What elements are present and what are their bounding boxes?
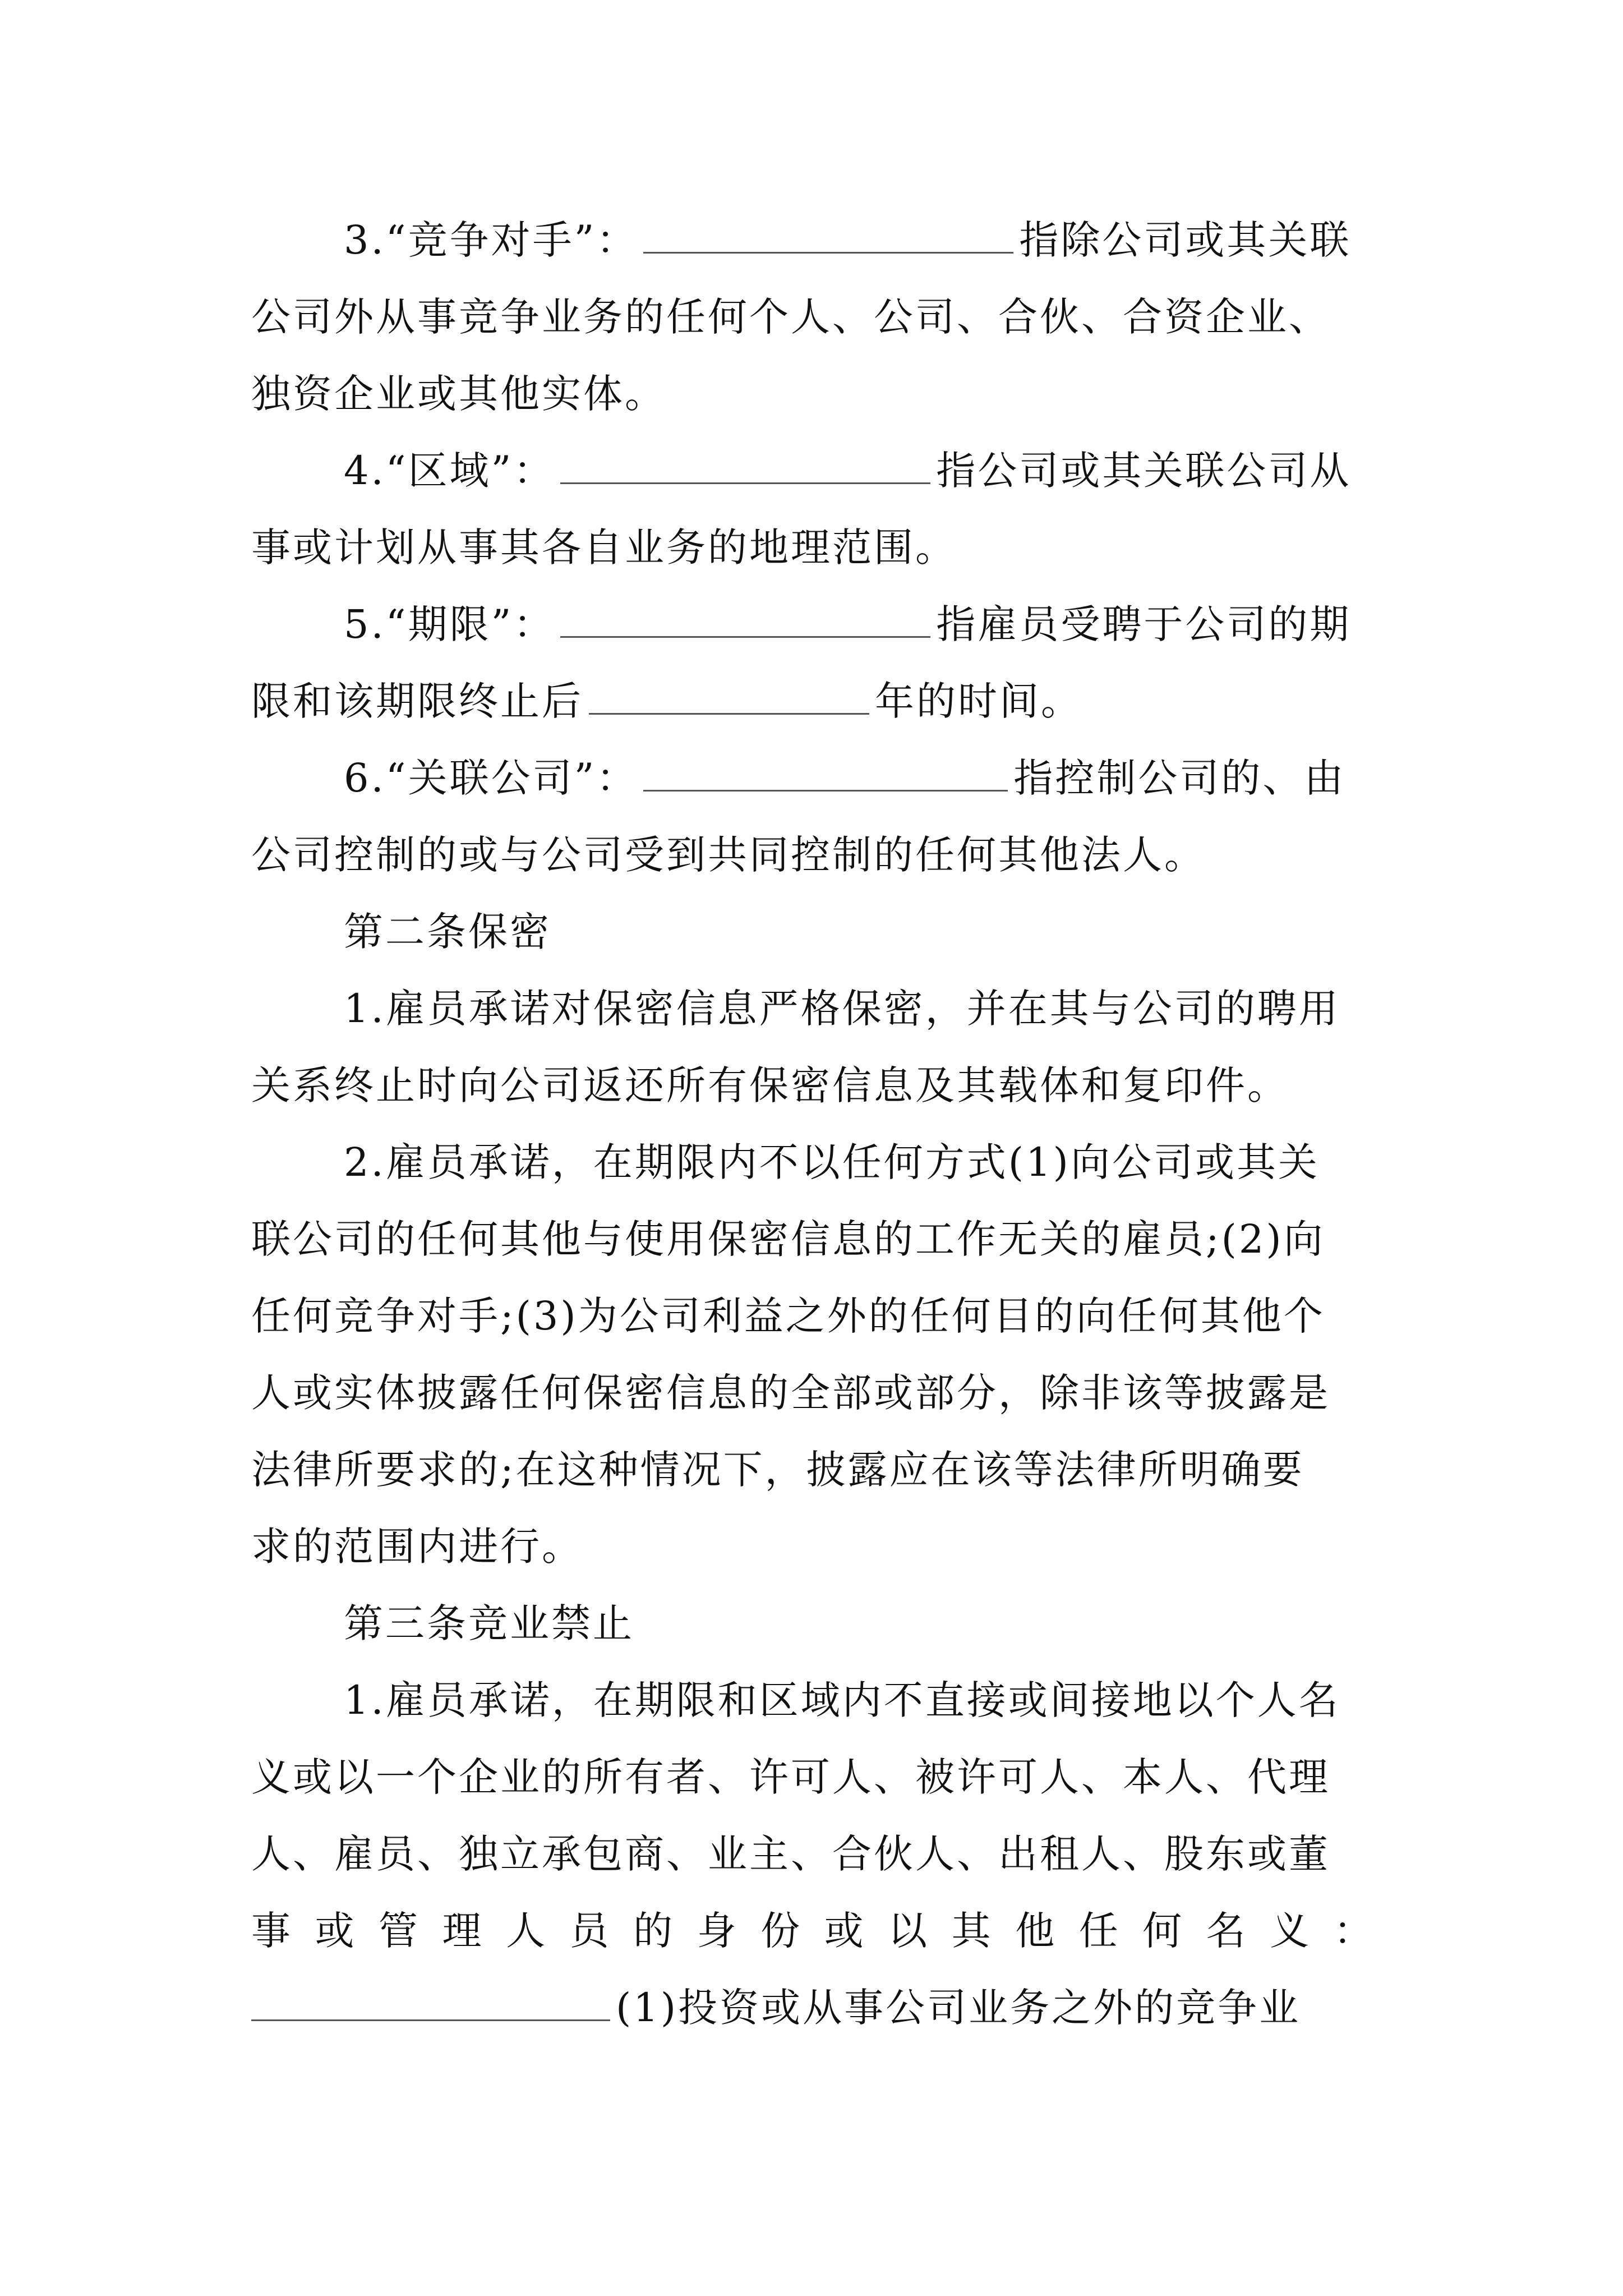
text: (1)投资或从事公司业务之外的竞争业 [616,1985,1301,2031]
word: 的 [633,1908,673,1954]
definition-affiliate [251,740,1373,817]
fill-in-blank[interactable] [560,448,930,484]
definition-competitor [251,202,1373,279]
paragraph-line: 法律所要求的;在这种情况下，披露应在该等法律所明确要 [251,1447,1304,1493]
justified-line [251,1893,1373,1970]
word: ： [1333,1908,1373,1954]
fill-in-blank[interactable] [643,755,1008,792]
word: 事 [251,1908,291,1954]
paragraph-line: 公司外从事竞争业务的任何个人、公司、合伙、合资企业、 [251,294,1330,340]
word: 身 [697,1908,736,1954]
paragraph-line: 独资企业或其他实体。 [251,371,666,417]
definition-term [251,586,1373,663]
fill-in-blank[interactable] [643,217,1013,254]
word: 人 [506,1908,546,1954]
article-heading: 第二条保密 [344,909,551,955]
paragraph-line: 1.雇员承诺，在期限和区域内不直接或间接地以个人名 [344,1677,1340,1723]
word: 任 [1078,1908,1118,1954]
paragraph-line: 任何竞争对手;(3)为公司利益之外的任何目的向任何其他个 [251,1293,1325,1339]
text: 6.“关联公司”： [344,755,638,801]
paragraph-line: 关系终止时向公司返还所有保密信息及其载体和复印件。 [251,1062,1289,1108]
paragraph-line: 求的范围内进行。 [251,1524,583,1570]
paragraph-line [251,1970,1373,2046]
word: 管 [379,1908,418,1954]
text: 指除公司或其关联 [1019,217,1352,263]
word: 何 [1142,1908,1182,1954]
paragraph-line: 公司控制的或与公司受到共同控制的任何其他法人。 [251,832,1206,878]
paragraph-line: 义或以一个企业的所有者、许可人、被许可人、本人、代理 [251,1754,1330,1800]
word: 理 [442,1908,482,1954]
word: 名 [1206,1908,1246,1954]
fill-in-blank[interactable] [589,678,869,715]
word: 或 [824,1908,864,1954]
paragraph-line: 2.雇员承诺，在期限内不以任何方式(1)向公司或其关 [344,1139,1320,1185]
text: 限和该期限终止后 [251,678,583,724]
text: 年的时间。 [875,678,1082,724]
paragraph-line [251,663,1373,740]
text: 3.“竞争对手”： [344,217,638,263]
document-page [251,202,1373,2046]
text: 4.“区域”： [344,448,555,494]
text: 5.“期限”： [344,601,555,647]
article-heading: 第三条竞业禁止 [344,1600,634,1646]
word: 以 [888,1908,928,1954]
paragraph-line: 事或计划从事其各自业务的地理范围。 [251,524,957,570]
fill-in-blank[interactable] [560,601,930,638]
word: 份 [760,1908,800,1954]
text: 指控制公司的、由 [1013,755,1346,801]
word: 或 [315,1908,354,1954]
word: 员 [569,1908,609,1954]
paragraph-line: 人或实体披露任何保密信息的全部或部分，除非该等披露是 [251,1370,1330,1416]
paragraph-line: 1.雇员承诺对保密信息严格保密，并在其与公司的聘用 [344,986,1340,1032]
fill-in-blank[interactable] [251,1985,610,2021]
paragraph-line: 联公司的任何其他与使用保密信息的工作无关的雇员;(2)向 [251,1216,1325,1262]
word: 他 [1015,1908,1055,1954]
paragraph-line: 人、雇员、独立承包商、业主、合伙人、出租人、股东或董 [251,1831,1330,1877]
definition-region [251,432,1373,509]
text: 指公司或其关联公司从 [936,448,1352,494]
word: 义 [1270,1908,1310,1954]
text: 指雇员受聘于公司的期 [936,601,1352,647]
word: 其 [951,1908,991,1954]
